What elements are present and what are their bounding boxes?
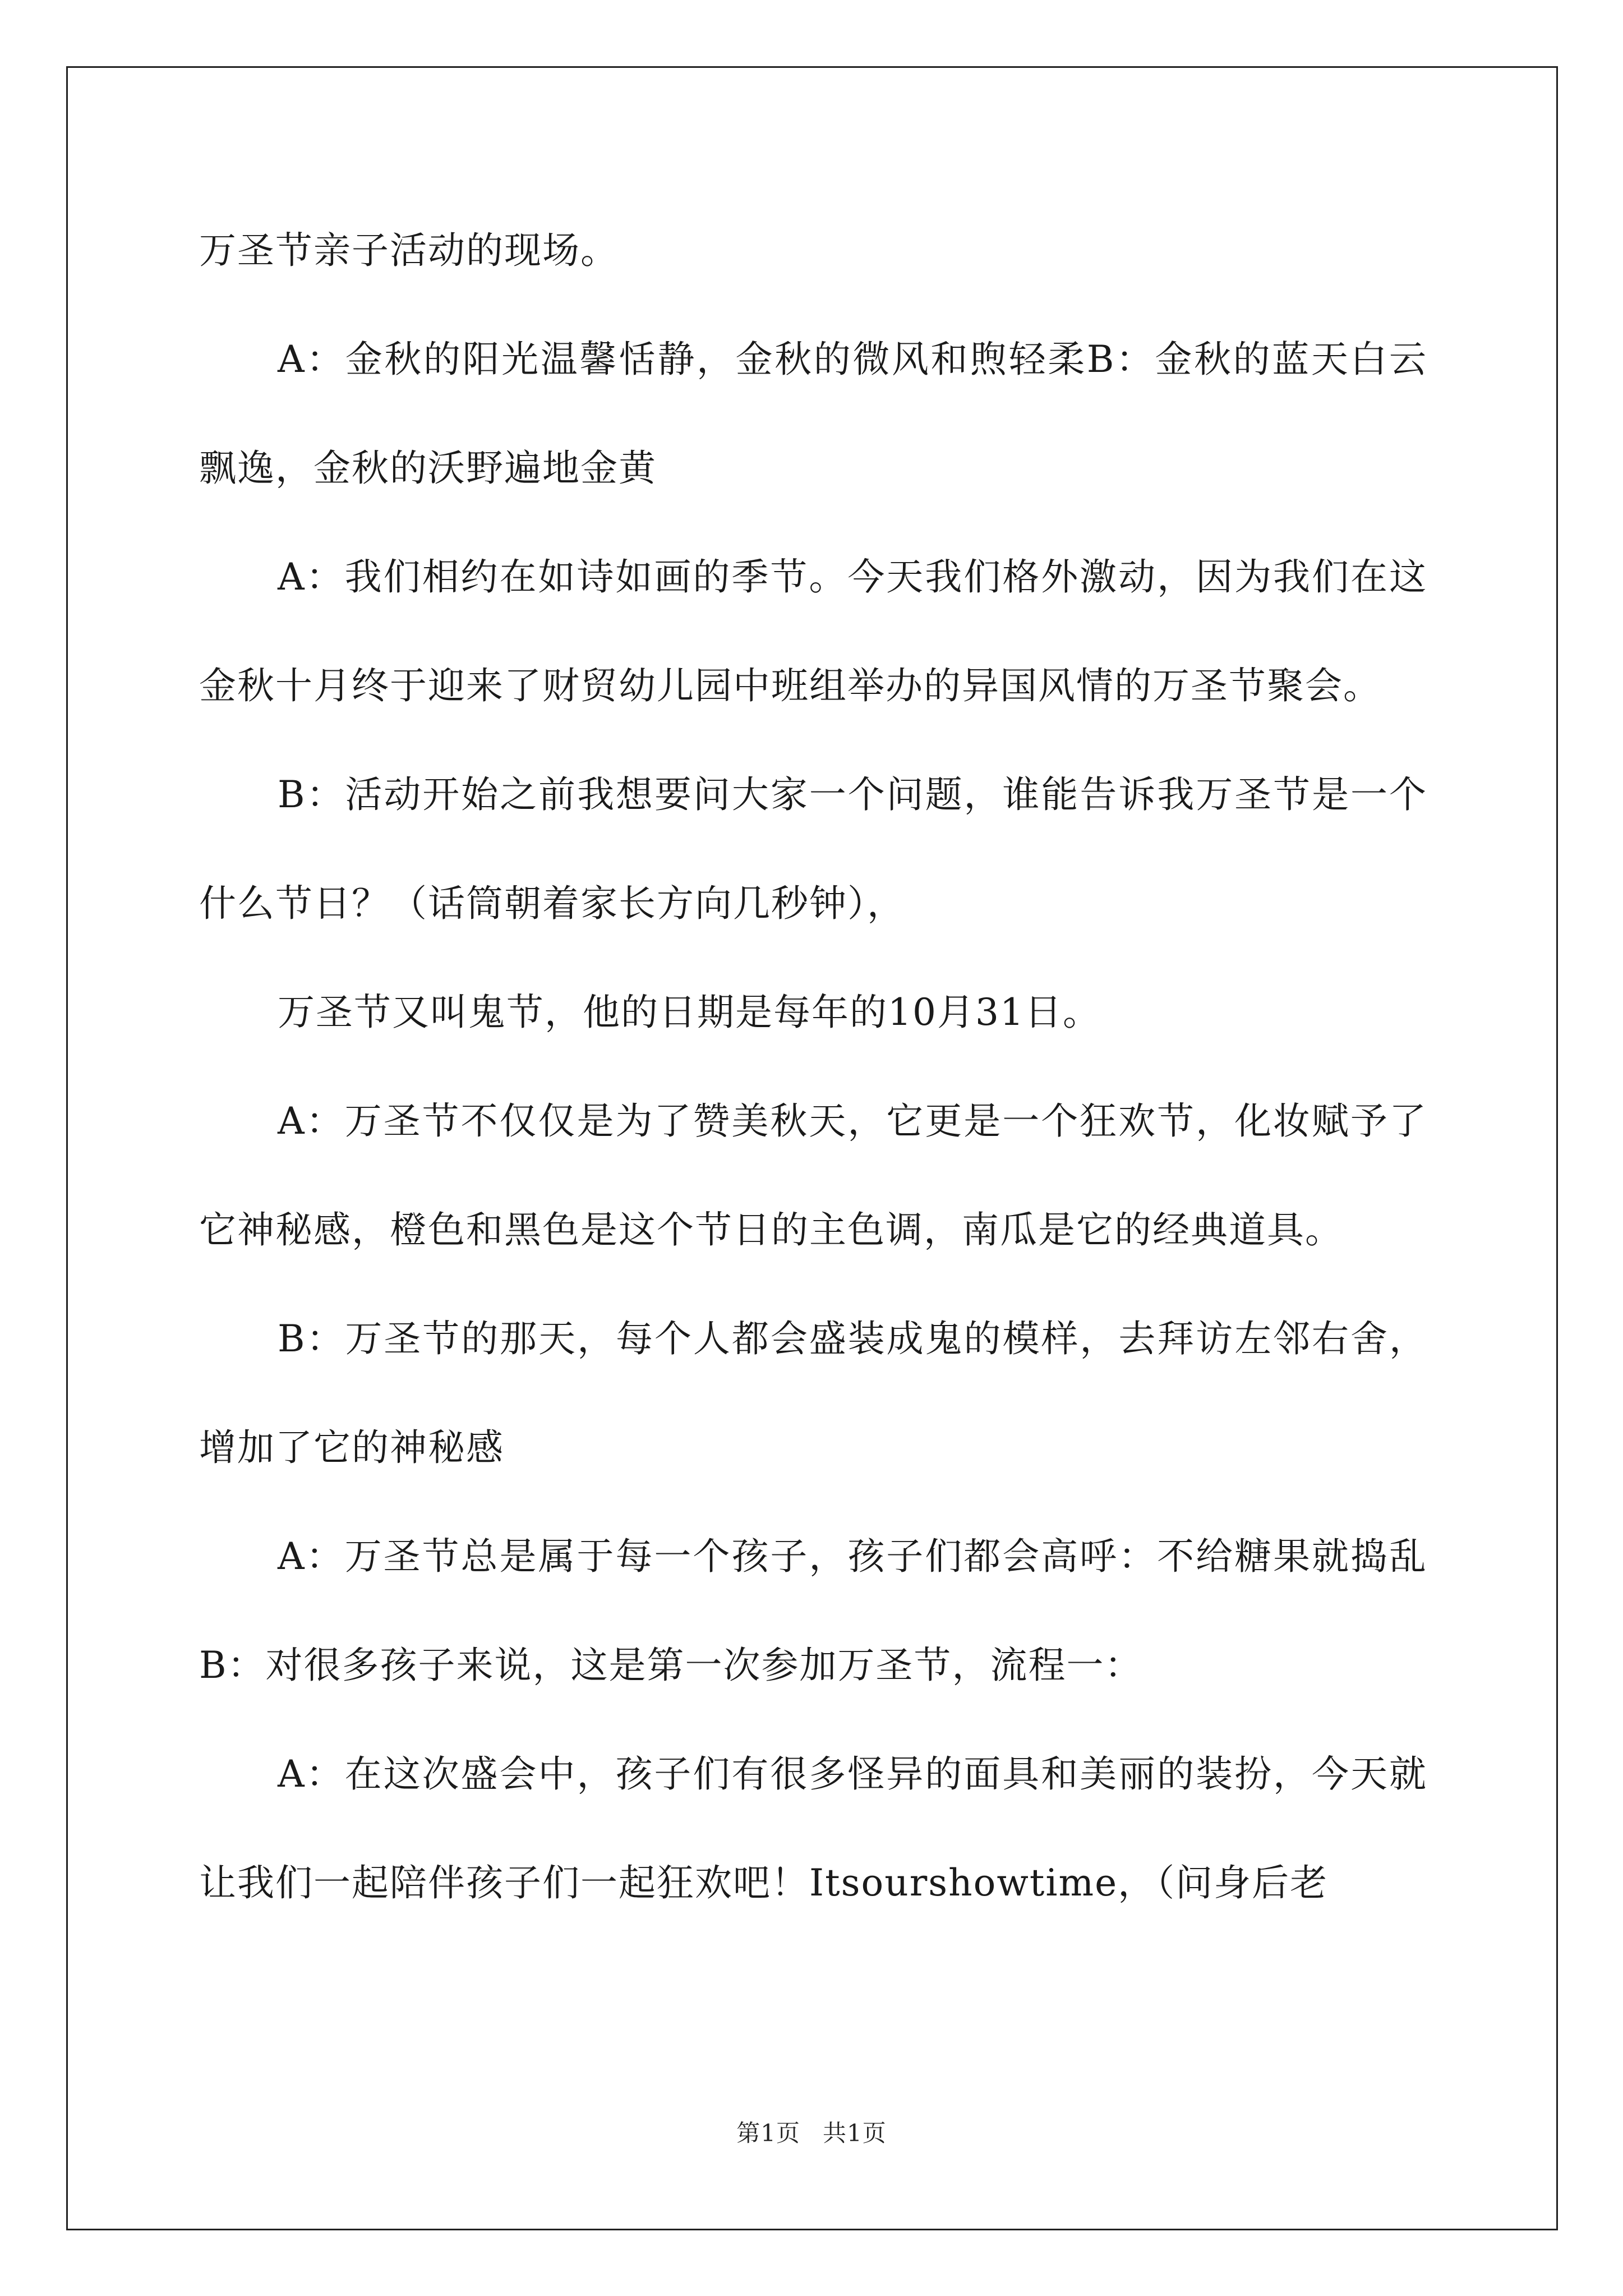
page-footer [0,2115,1623,2148]
page-total: 共1页 [823,2119,887,2147]
paragraph-3: A：我们相约在如诗如画的季节。今天我们格外激动，因为我们在这金秋十月终于迎来了财贸幼儿园中班组举办的异国风情的万圣节聚会。 [199,555,1427,707]
paragraph-4: B：活动开始之前我想要问大家一个问题，谁能告诉我万圣节是一个什么节日？（话筒朝着家长方向几秒钟）， [199,773,1427,925]
paragraph-6: A：万圣节不仅仅是为了赞美秋天，它更是一个狂欢节，化妆赋予了它神秘感，橙色和黑色是这个节日的主色调，南瓜是它的经典道具。 [199,1099,1427,1251]
document-body [199,196,1427,1938]
page-number: 第1页 [736,2119,800,2147]
paragraph-9: A：在这次盛会中，孩子们有很多怪异的面具和美丽的装扮，今天就让我们一起陪伴孩子们一起狂欢吧！Itsourshowtime，（问身后老 [199,1752,1427,1904]
paragraph-5: 万圣节又叫鬼节，他的日期是每年的10月31日。 [278,991,1101,1034]
paragraph-1: 万圣节亲子活动的现场。 [199,229,619,272]
paragraph-2: A：金秋的阳光温馨恬静，金秋的微风和煦轻柔B：金秋的蓝天白云飘逸，金秋的沃野遍地金黄 [199,338,1427,490]
paragraph-7: B：万圣节的那天，每个人都会盛装成鬼的模样，去拜访左邻右舍，增加了它的神秘感 [199,1317,1427,1469]
paragraph-8: A：万圣节总是属于每一个孩子，孩子们都会高呼：不给糖果就捣乱B：对很多孩子来说，这是第一次参加万圣节，流程一： [199,1535,1427,1687]
